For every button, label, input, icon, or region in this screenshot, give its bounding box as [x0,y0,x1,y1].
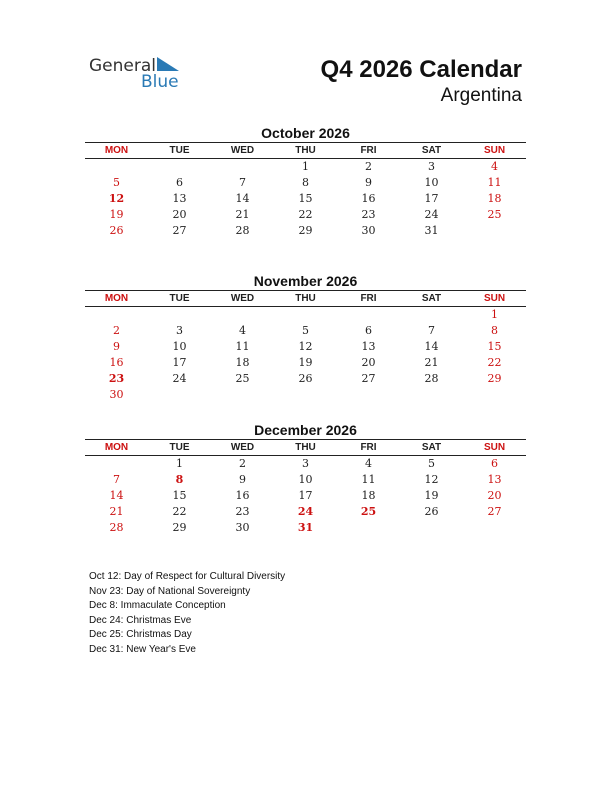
day-cell [463,387,526,403]
day-cell: 20 [172,208,187,221]
month-november [85,272,526,403]
day-cell [337,387,400,403]
weekday-wed: WED [230,442,255,453]
day-cell: 30 [235,521,250,534]
day-cell: 20 [361,356,376,369]
day-cell [148,159,211,175]
generalblue-logo [89,56,199,96]
weekday-fri: FRI [360,442,377,453]
day-cell [85,159,148,175]
week-row [85,472,526,488]
day-cell: 14 [109,489,124,502]
weekday-sat: SAT [421,293,442,304]
weekday-mon: MON [104,145,129,156]
day-cell: 27 [487,505,502,518]
holiday-item: Dec 24: Christmas Eve [89,614,192,626]
day-cell: 16 [235,489,250,502]
day-cell [274,307,337,323]
week-row [85,488,526,504]
day-cell: 13 [172,192,187,205]
day-cell: 11 [487,176,502,189]
day-cell: 3 [176,324,183,337]
day-cell [211,307,274,323]
day-cell: 14 [235,192,250,205]
day-cell: 23 [361,208,376,221]
day-cell: 24 [172,372,187,385]
day-cell: 18 [361,489,376,502]
day-cell: 1 [302,160,309,173]
day-cell: 4 [365,457,372,470]
day-cell: 15 [172,489,187,502]
day-cell [400,520,463,536]
day-cell: 28 [109,521,124,534]
weekday-sat: SAT [421,145,442,156]
day-cell: 4 [239,324,246,337]
day-cell: 19 [109,208,124,221]
day-cell: 29 [487,372,502,385]
day-cell: 7 [239,176,246,189]
weekday-header [85,439,526,456]
holiday-day-cell: 8 [175,473,184,486]
day-cell: 9 [113,340,120,353]
holiday-item: Dec 31: New Year's Eve [89,643,196,655]
day-cell [211,159,274,175]
day-cell: 17 [424,192,439,205]
day-cell: 19 [298,356,313,369]
month-title: December 2026 [254,422,357,438]
day-cell: 22 [172,505,187,518]
day-cell: 15 [298,192,313,205]
week-row [85,323,526,339]
day-cell [148,307,211,323]
week-row [85,159,526,175]
day-cell: 7 [113,473,120,486]
week-row [85,207,526,223]
day-cell: 9 [239,473,246,486]
day-cell: 11 [361,473,376,486]
day-cell: 5 [302,324,309,337]
holiday-day-cell: 23 [108,372,125,385]
month-title: November 2026 [253,273,358,289]
day-cell: 10 [172,340,187,353]
holiday-day-cell: 12 [108,192,125,205]
month-december [85,421,526,536]
day-cell: 25 [487,208,502,221]
day-cell: 24 [424,208,439,221]
day-cell: 17 [298,489,313,502]
day-cell [148,387,211,403]
holiday-day-cell: 31 [297,521,314,534]
weekday-mon: MON [104,442,129,453]
page-title: Q4 2026 Calendar [320,56,522,83]
day-cell: 13 [487,473,502,486]
weekday-sun: SUN [483,145,506,156]
day-cell: 31 [424,224,439,237]
holiday-item: Dec 8: Immaculate Conception [89,600,226,611]
day-cell: 21 [109,505,124,518]
week-row [85,175,526,191]
day-cell: 12 [424,473,439,486]
holiday-day-cell: 24 [297,505,314,518]
day-cell: 1 [176,457,183,470]
month-october [85,124,526,239]
day-cell [85,456,148,472]
day-cell [463,223,526,239]
day-cell: 26 [298,372,313,385]
day-cell: 3 [302,457,309,470]
weekday-thu: THU [295,293,316,304]
day-cell: 18 [235,356,250,369]
day-cell: 6 [365,324,372,337]
weekday-thu: THU [295,442,316,453]
month-title: October 2026 [261,125,350,141]
week-row [85,355,526,371]
week-row [85,456,526,472]
holiday-list [89,570,285,657]
day-cell [337,520,400,536]
weekday-fri: FRI [360,145,377,156]
day-cell: 27 [361,372,376,385]
day-cell: 10 [424,176,439,189]
day-cell: 3 [428,160,435,173]
week-row [85,371,526,387]
weekday-thu: THU [295,145,316,156]
weekday-wed: WED [230,293,255,304]
week-row [85,504,526,520]
weekday-mon: MON [104,293,129,304]
week-row [85,307,526,323]
day-cell: 22 [298,208,313,221]
day-cell: 6 [491,457,498,470]
logo-word-blue: Blue [141,72,179,92]
day-cell [400,387,463,403]
day-cell: 10 [298,473,313,486]
day-cell [463,520,526,536]
day-cell: 1 [491,308,498,321]
day-cell: 14 [424,340,439,353]
day-cell: 8 [491,324,498,337]
day-cell: 4 [491,160,498,173]
week-row [85,191,526,207]
holiday-item: Nov 23: Day of National Sovereignty [89,585,251,597]
day-cell: 28 [235,224,250,237]
day-cell: 16 [361,192,376,205]
day-cell: 5 [113,176,120,189]
day-cell: 13 [361,340,376,353]
weekday-sun: SUN [483,293,506,304]
weekday-fri: FRI [360,293,377,304]
day-cell: 2 [113,324,120,337]
week-row [85,339,526,355]
day-cell: 21 [235,208,250,221]
day-cell: 30 [109,388,124,401]
day-cell: 21 [424,356,439,369]
day-cell: 28 [424,372,439,385]
logo-word-general: General [89,56,156,76]
weekday-sat: SAT [421,442,442,453]
day-cell: 26 [424,505,439,518]
day-cell: 15 [487,340,502,353]
day-cell [337,307,400,323]
week-row [85,387,526,403]
day-cell: 22 [487,356,502,369]
logo-triangle-icon [157,57,179,71]
day-cell: 19 [424,489,439,502]
day-cell: 6 [176,176,183,189]
day-cell: 17 [172,356,187,369]
day-cell: 9 [365,176,372,189]
weekday-tue: TUE [169,145,190,156]
day-cell: 2 [365,160,372,173]
weekday-wed: WED [230,145,255,156]
day-cell: 16 [109,356,124,369]
weekday-header [85,142,526,159]
day-cell: 12 [298,340,313,353]
day-cell [211,387,274,403]
day-cell: 25 [235,372,250,385]
day-cell: 5 [428,457,435,470]
week-row [85,223,526,239]
day-cell: 18 [487,192,502,205]
day-cell: 7 [428,324,435,337]
weekday-tue: TUE [169,442,190,453]
day-cell: 20 [487,489,502,502]
day-cell: 8 [302,176,309,189]
country-name: Argentina [440,85,522,106]
day-cell [85,307,148,323]
holiday-item: Oct 12: Day of Respect for Cultural Diversity [89,571,286,582]
day-cell: 29 [298,224,313,237]
day-cell: 29 [172,521,187,534]
day-cell: 2 [239,457,246,470]
day-cell: 26 [109,224,124,237]
day-cell [274,387,337,403]
weekday-tue: TUE [169,293,190,304]
holiday-item: Dec 25: Christmas Day [89,629,192,640]
day-cell: 11 [235,340,250,353]
week-row [85,520,526,536]
day-cell: 23 [235,505,250,518]
day-cell [400,307,463,323]
weekday-sun: SUN [483,442,506,453]
day-cell: 30 [361,224,376,237]
day-cell: 27 [172,224,187,237]
weekday-header [85,290,526,307]
holiday-day-cell: 25 [360,505,377,518]
